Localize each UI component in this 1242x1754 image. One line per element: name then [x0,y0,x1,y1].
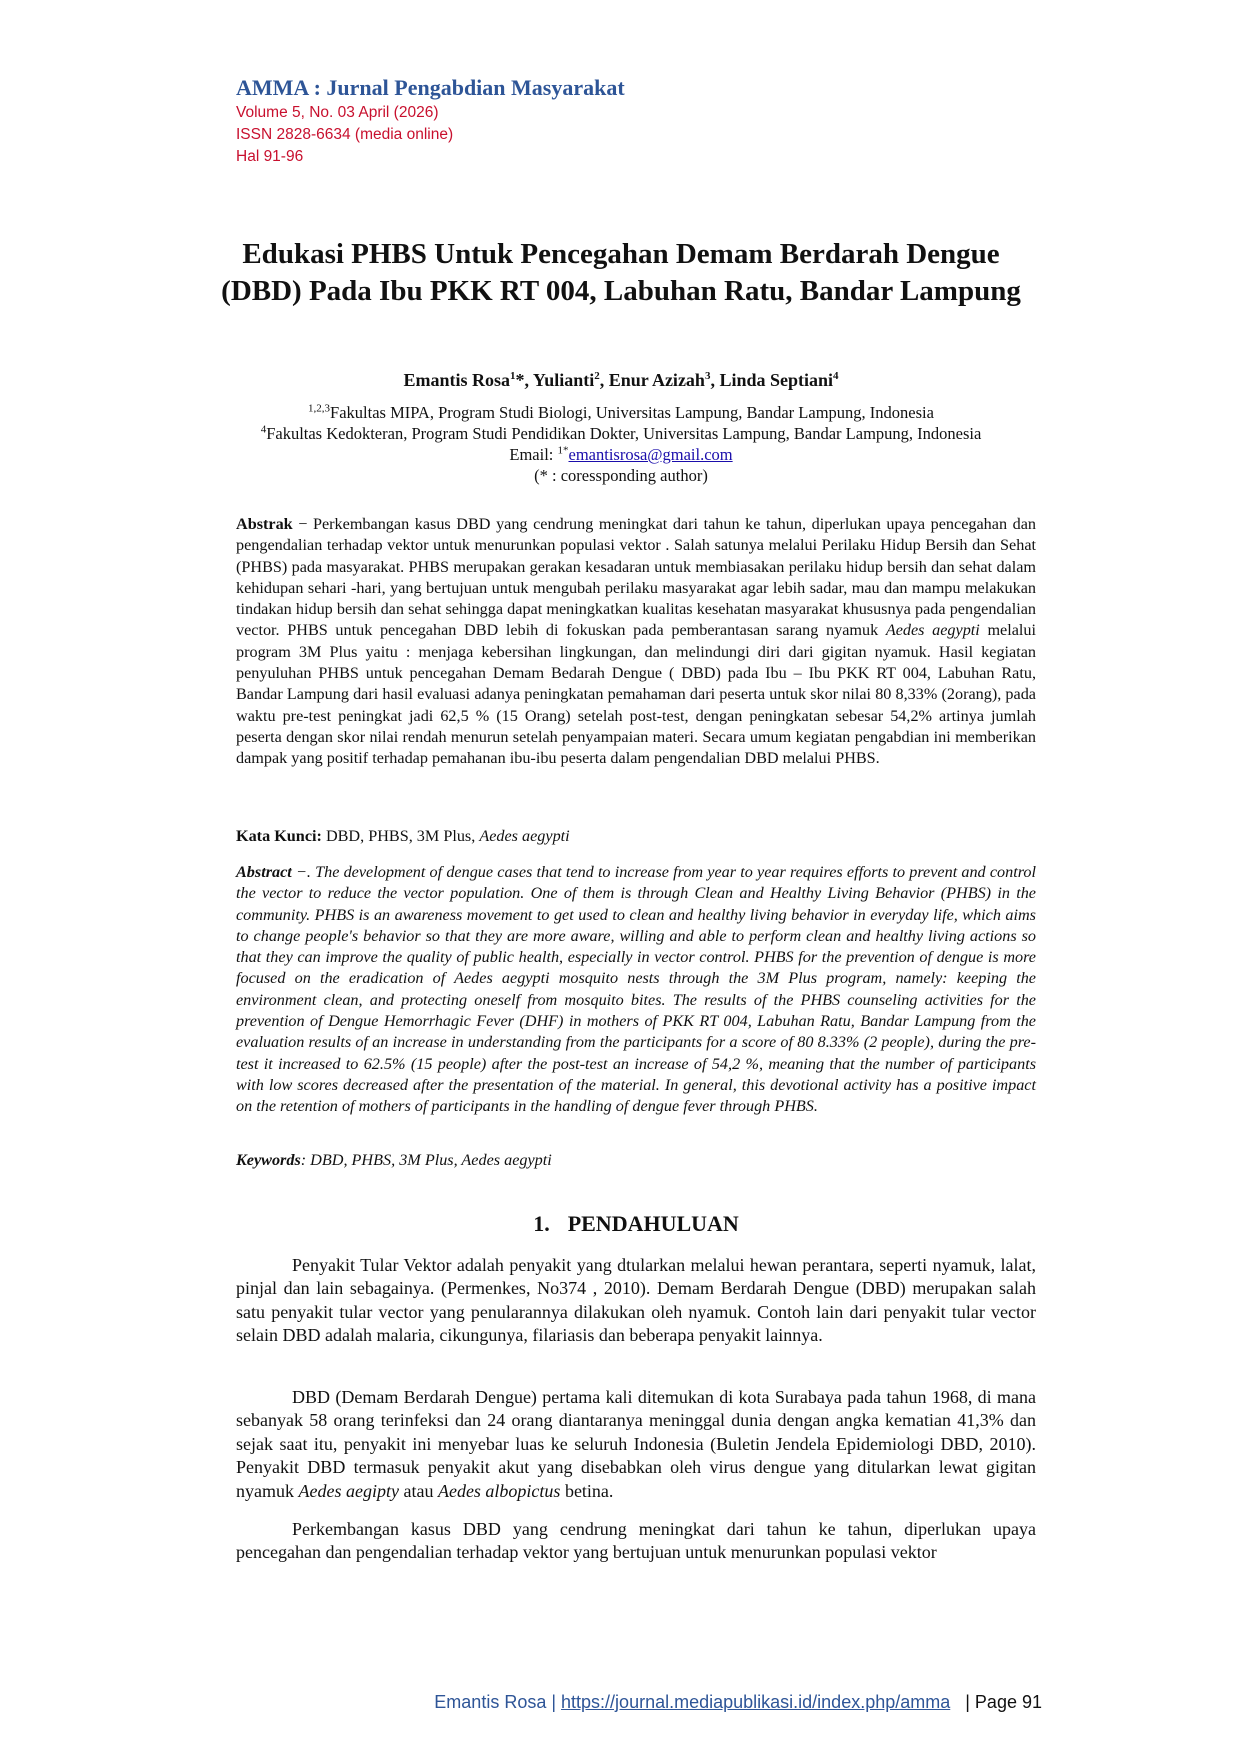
email-line [200,444,1042,465]
author-sep: , [710,370,720,390]
journal-header [236,74,1036,168]
abstract-en-text: −. The development of dengue cases that tend to increase from year to year requires efforts to prevent and control the vector to reduce the vector population. One of them is through Clean and Healthy Living Behavior (PHBS) in the community. PHBS is an awareness movement to get used to clean and healthy living behavior in everyday life, which aims to change people's behavior so that they are more aware, willing and able to perform clean and healthy living actions so that they can improve the quality of public health, especially in vector control. PHBS for the prevention of dengue is more focused on the eradication of Aedes aegypti mosquito nests through the 3M Plus program, namely: keeping the environment clean, and protecting oneself from mosquito bites. The results of the PHBS counseling activities for the prevention of Dengue Hemorrhagic Fever (DHF) in mothers of PKK RT 004, Labuhan Ratu, Bandar Lampung from the evaluation results of an increase in understanding from the participants for a score of 80 8.33% (2 people), during the pre-test it increased to 62.5% (15 people) after the post-test an increase of 54,2 %, meaning that the number of participants with low scores decreased after the presentation of the material. In general, this devotional activity has a positive impact on the retention of mothers of participants in the handling of dengue fever through PHBS. [236,863,1036,1116]
author-list [200,368,1042,392]
body-paragraph: Perkembangan kasus DBD yang cendrung meningkat dari tahun ke tahun, diperlukan upaya pencegahan dan pengendalian terhadap vektor yang bertujuan untuk menurunkan populasi vektor [236,1519,1036,1563]
abstract-english [236,862,1036,1118]
page-number: | Page 91 [950,1692,1042,1712]
author-name: Emantis Rosa [403,370,511,390]
species-name: Aedes albopictus [437,1480,561,1501]
affiliation-line [200,402,1042,423]
keywords-english [236,1150,1036,1171]
species-name: Aedes aegipty [298,1480,399,1501]
affiliations [200,402,1042,486]
abstract-label: Abstrak [236,515,293,533]
abstract-species: Aedes aegypti [885,621,980,640]
email-sup: 1* [557,444,569,457]
email-link[interactable]: emantisrosa@gmail.com [568,445,733,464]
affiliation-sup: 4 [260,423,267,436]
kata-kunci [236,826,1036,847]
author-sep: , [599,370,609,390]
section-number: 1. [533,1211,550,1236]
affiliation-text: Fakultas Kedokteran, Program Studi Pendidikan Dokter, Universitas Lampung, Bandar Lampung, Indonesia [266,424,982,443]
author-sup: 4 [832,370,839,382]
journal-issn: ISSN 2828-6634 (media online) [236,126,454,143]
keywords-text: : DBD, PHBS, 3M Plus, Aedes aegypti [300,1151,552,1169]
corresponding-note: (* : coressponding author) [534,466,708,485]
section-heading [236,1210,1036,1238]
paragraph-text: atau [398,1480,438,1501]
paragraph-text: DBD (Demam Berdarah Dengue) pertama kali ditemukan di kota Surabaya pada tahun 1968, di mana sebanyak 58 orang terinfeksi dan 24 orang diantaranya meninggal dunia dengan angka kematian 41,3% dan sejak saat itu, penyakit ini menyebar luas ke seluruh Indonesia (Buletin Jendela Epidemiologi DBD, 2010). Penyakit DBD termasuk penyakit akut yang disebabkan oleh virus dengue yang ditularkan lewat gigitan nyamuk [236,1387,1036,1501]
abstract-indonesian [236,514,1036,770]
page-footer [200,1690,1042,1714]
body-paragraph: Penyakit Tular Vektor adalah penyakit yang dtularkan melalui hewan perantara, seperti nyamuk, lalat, pinjal dan lain sebagainya. (Permenkes, No374 , 2010). Demam Berdarah Dengue (DBD) merupakan salah satu penyakit tular vector yang penularannya dilakukan oleh nyamuk. Contoh lain dari penyakit tular vector selain DBD adalah malaria, cikungunya, filariasis dan beberapa penyakit lainnya. [236,1255,1036,1346]
footer-author: Emantis Rosa | [434,1692,562,1712]
section-title: PENDAHULUAN [567,1211,739,1236]
kata-kunci-label: Kata Kunci: [236,827,322,845]
journal-name: AMMA : Jurnal Pengabdian Masyarakat [236,75,625,100]
paragraph-text: betina. [560,1480,614,1501]
journal-volume: Volume 5, No. 03 April (2026) [236,104,439,121]
author-sup: 2 [594,370,600,382]
author-name: Yulianti [532,370,595,390]
author-sup: 1 [510,370,516,382]
body-paragraph [236,1386,1036,1503]
affiliation-line [200,423,1042,444]
author-sup: 3 [704,370,711,382]
kata-kunci-species: Aedes aegypti [479,827,570,845]
journal-pages: Hal 91-96 [236,148,304,165]
kata-kunci-text: DBD, PHBS, 3M Plus, [321,827,480,845]
email-label: Email: [509,445,558,464]
journal-url-link[interactable]: https://journal.mediapublikasi.id/index.php/amma [561,1692,951,1712]
author-name: Enur Azizah [608,370,705,390]
abstract-text: − Perkembangan kasus DBD yang cendrung meningkat dari tahun ke tahun, diperlukan upaya pencegahan dan pengendalian terhadap vektor untuk menurunkan populasi vektor . Salah satunya melalui Perilaku Hidup Bersih dan Sehat (PHBS) pada masyarakat. PHBS merupakan gerakan kesadaran untuk membiasakan perilaku hidup bersih dan sehat dalam kehidupan sehari -hari, yang bertujuan untuk mengubah perilaku masyarakat agar lebih sadar, mau dan mampu melakukan tindakan hidup bersih dan sehat sehingga dapat meningkatkan kualitas kesehatan masyarakat khususnya pada pengendalian vector. PHBS untuk pencegahan DBD lebih di fokuskan pada pemberantasan sarang nyamuk [236,515,1036,640]
author-name: Linda Septiani [719,370,833,390]
affiliation-text: Fakultas MIPA, Program Studi Biologi, Universitas Lampung, Bandar Lampung, Indonesia [330,403,934,422]
article-title: Edukasi PHBS Untuk Pencegahan Demam Berdarah Dengue (DBD) Pada Ibu PKK RT 004, Labuhan Ratu, Bandar Lampung [221,238,1021,307]
keywords-label: Keywords [236,1151,301,1169]
author-sep: *, [515,370,533,390]
abstract-en-label: Abstract [236,863,292,881]
affiliation-sup: 1,2,3 [308,402,331,415]
abstract-text-cont: melalui program 3M Plus yaitu : menjaga kebersihan lingkungan, dan melindungi diri dari gigitan nyamuk. Hasil kegiatan penyuluhan PHBS untuk pencegahan Demam Bedarah Dengue ( DBD) pada Ibu – Ibu PKK RT 004, Labuhan Ratu, Bandar Lampung dari hasil evaluasi adanya peningkatan pemahaman dari peserta untuk skor nilai 80 8,33% (2orang), pada waktu pre-test peningkat jadi 62,5 % (15 Orang) setelah post-test, dengan peningkatan sebesar 54,2% artinya jumlah peserta dengan skor nilai rendah menurun setelah penyampaian materi. Secara umum kegiatan pengabdian ini memberikan dampak yang positif terhadap pemahanan ibu-ibu peserta dalam pengendalian DBD melalui PHBS. [236,621,1037,768]
